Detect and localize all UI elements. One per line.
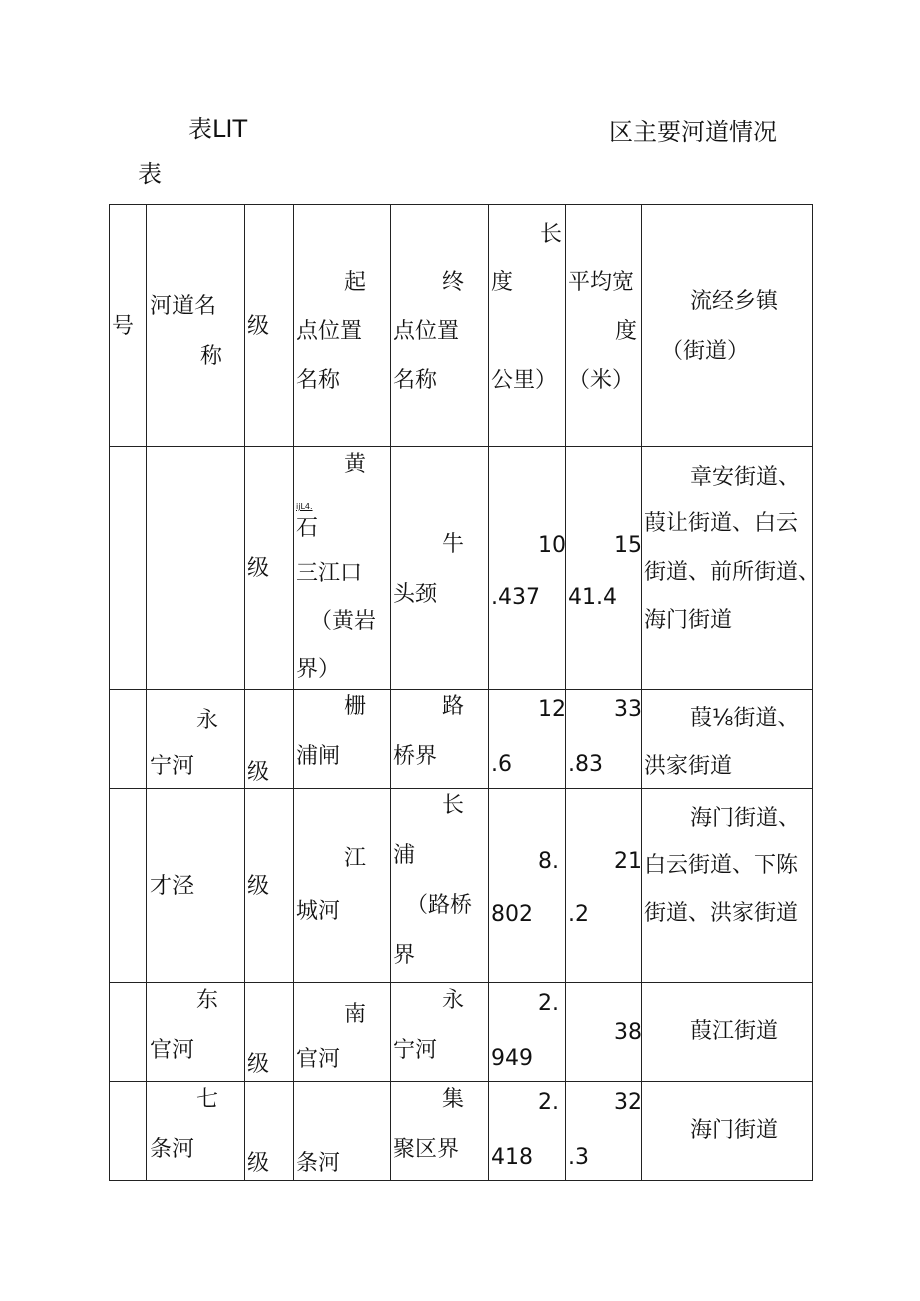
row1-start: 界） xyxy=(296,657,341,682)
row4-name: 东 xyxy=(196,988,219,1013)
col-divider xyxy=(488,204,489,1181)
row2-length: 12 xyxy=(538,697,566,722)
header-towns: （街道） xyxy=(661,339,750,364)
table-border-top xyxy=(109,204,813,205)
row5-towns: 海门街道 xyxy=(690,1118,779,1143)
header-name: 河道名 xyxy=(150,294,217,319)
row1-towns: 章安街道、 xyxy=(690,465,801,490)
header-length: 度 xyxy=(491,270,514,295)
col-divider xyxy=(565,204,566,1181)
row1-start: 石 xyxy=(296,516,319,541)
header-end: 终 xyxy=(442,270,465,295)
col-divider xyxy=(109,204,110,1181)
row3-towns: 街道、洪家街道 xyxy=(644,901,799,926)
row2-length: .6 xyxy=(491,752,512,777)
row5-level: 级 xyxy=(247,1151,270,1176)
row1-towns: 海门街道 xyxy=(644,608,733,633)
row-divider xyxy=(109,689,813,690)
col-divider xyxy=(812,204,813,1181)
row2-name: 永 xyxy=(196,708,219,733)
row1-length: .437 xyxy=(491,585,540,610)
col-divider xyxy=(146,204,147,1181)
row-divider xyxy=(109,1081,813,1082)
row1-length: 10 xyxy=(538,533,566,558)
row1-level: 级 xyxy=(247,556,270,581)
row1-towns: 葭让街道、白云 xyxy=(644,511,799,536)
table-border-bottom xyxy=(109,1180,813,1181)
header-width: 度 xyxy=(615,319,638,344)
row4-name: 官河 xyxy=(150,1038,195,1063)
row-divider xyxy=(109,982,813,983)
row5-name: 七 xyxy=(196,1087,219,1112)
header-length: 长 xyxy=(540,222,563,247)
row5-start: 条河 xyxy=(296,1151,341,1176)
row5-width: .3 xyxy=(568,1145,589,1170)
row3-towns: 白云街道、下陈 xyxy=(644,853,799,878)
row3-length: 802 xyxy=(491,902,533,927)
header-length: 公里） xyxy=(491,368,558,393)
row-divider xyxy=(109,788,813,789)
row-divider xyxy=(109,446,813,447)
row3-level: 级 xyxy=(247,874,270,899)
row2-end: 桥界 xyxy=(393,744,438,769)
row5-end: 聚区界 xyxy=(393,1137,460,1162)
row4-level: 级 xyxy=(247,1052,270,1077)
header-towns: 流经乡镇 xyxy=(690,289,779,314)
row1-start: （黄岩 xyxy=(310,609,377,634)
row4-start: 南 xyxy=(344,1002,367,1027)
row2-start: 浦闸 xyxy=(296,744,341,769)
header-num: 号 xyxy=(112,314,135,339)
row3-width: .2 xyxy=(568,902,589,927)
col-divider xyxy=(390,204,391,1181)
title-left: 表LIT xyxy=(188,115,248,143)
row3-width: 21 xyxy=(614,849,642,874)
row3-end: 长 xyxy=(442,793,465,818)
row2-name: 宁河 xyxy=(150,754,195,779)
row3-start: 城河 xyxy=(296,899,341,924)
row3-name: 才泾 xyxy=(150,874,195,899)
row3-end: （路桥 xyxy=(406,893,473,918)
row5-width: 32 xyxy=(614,1090,642,1115)
row4-length: 2. xyxy=(538,991,559,1016)
row5-end: 集 xyxy=(442,1087,465,1112)
row1-end: 头颈 xyxy=(393,582,438,607)
row1-start-note: ijL4. xyxy=(296,502,313,511)
row4-length: 949 xyxy=(491,1046,533,1071)
header-name: 称 xyxy=(200,344,223,369)
row3-start: 江 xyxy=(344,846,367,871)
row4-towns: 葭江街道 xyxy=(690,1019,779,1044)
header-width: （米） xyxy=(568,368,635,393)
row4-start: 官河 xyxy=(296,1047,341,1072)
col-divider xyxy=(244,204,245,1181)
row5-length: 418 xyxy=(491,1145,533,1170)
header-end: 点位置 xyxy=(393,319,460,344)
header-start: 起 xyxy=(344,270,367,295)
row3-towns: 海门街道、 xyxy=(690,806,801,831)
row1-width: 41.4 xyxy=(568,585,617,610)
header-start: 点位置 xyxy=(296,319,363,344)
row5-name: 条河 xyxy=(150,1137,195,1162)
row1-start: 三江口 xyxy=(296,561,363,586)
row4-width: 38 xyxy=(614,1020,642,1045)
row3-end: 浦 xyxy=(393,843,416,868)
row2-end: 路 xyxy=(442,694,465,719)
col-divider xyxy=(293,204,294,1181)
row1-end: 牛 xyxy=(442,532,465,557)
row1-towns: 街道、前所街道、 xyxy=(644,560,821,585)
title-right: 区主要河道情况 xyxy=(609,118,777,146)
row2-width: 33 xyxy=(614,697,642,722)
row2-start: 栅 xyxy=(344,694,367,719)
row2-towns: 洪家街道 xyxy=(644,754,733,779)
row4-end: 永 xyxy=(442,988,465,1013)
row1-width: 15 xyxy=(614,533,642,558)
title-line2: 表 xyxy=(138,160,162,188)
row2-width: .83 xyxy=(568,752,603,777)
header-level: 级 xyxy=(247,314,270,339)
row5-length: 2. xyxy=(538,1090,559,1115)
row4-end: 宁河 xyxy=(393,1038,438,1063)
header-end: 名称 xyxy=(393,368,438,393)
header-width: 平均宽 xyxy=(568,270,635,295)
row3-length: 8. xyxy=(538,849,559,874)
row1-start: 黄 xyxy=(344,452,367,477)
header-start: 名称 xyxy=(296,368,341,393)
row3-end: 界 xyxy=(393,943,416,968)
row2-level: 级 xyxy=(247,760,270,785)
row2-towns: 葭⅛街道、 xyxy=(690,706,800,731)
